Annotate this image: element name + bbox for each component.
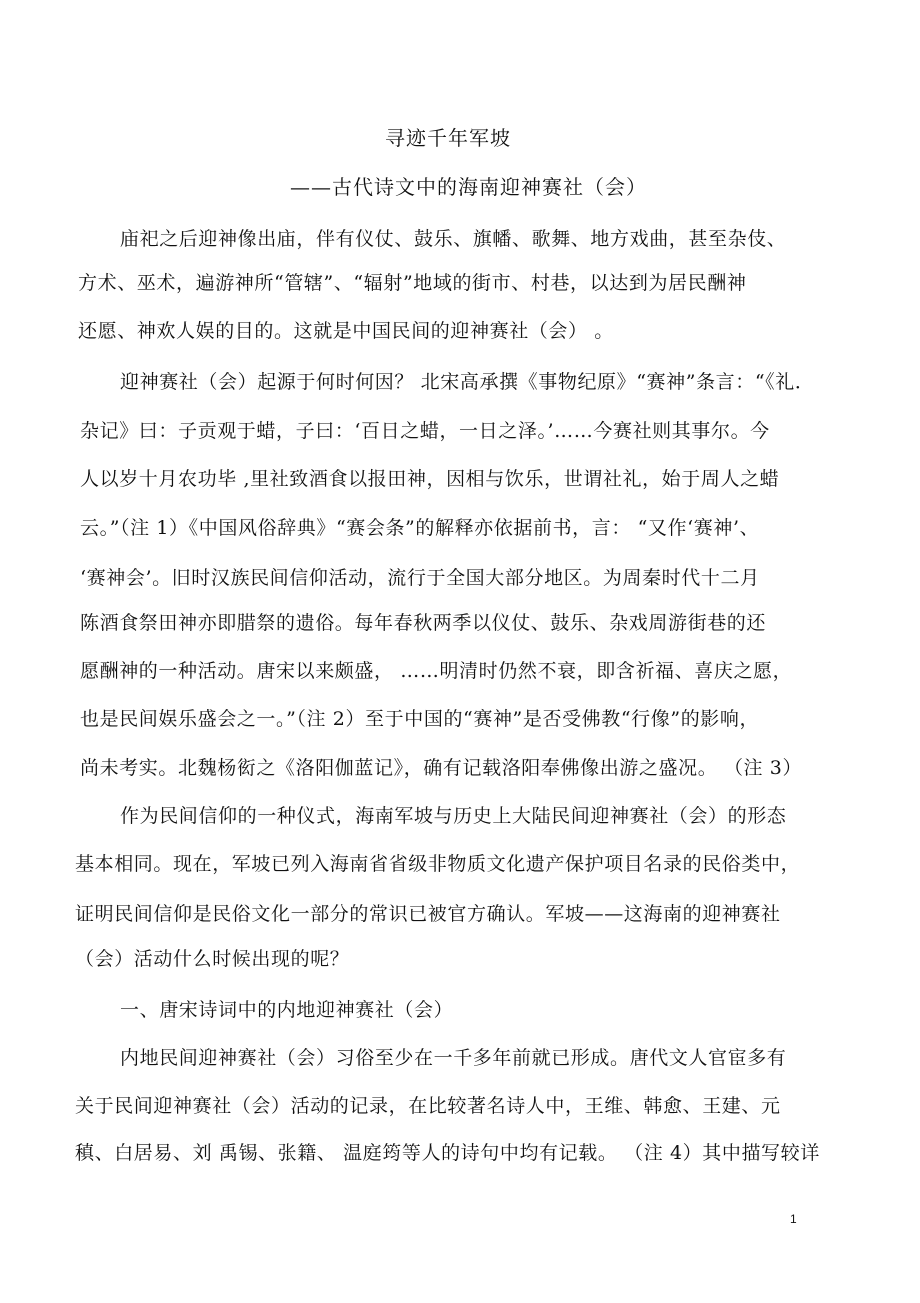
paragraph-line: 也是民间娱乐盛会之一。”（注 2）至于中国的“赛神”是否受佛教“行像”的影响， [80, 708, 760, 730]
paragraph-line: 云。”（注 1）《中国风俗辞典》“赛会条”的解释亦依据前书，言： “又作‘赛神’、 [80, 517, 760, 539]
paragraph-line: 稹、白居易、刘 禹锡、张籍、 温庭筠等人的诗句中均有记载。 （注 4）其中描写较详 [75, 1142, 820, 1164]
paragraph-line: 作为民间信仰的一种仪式，海南军坡与历史上大陆民间迎神赛社（会）的形态 [120, 805, 787, 827]
paragraph-line: 尚未考实。北魏杨衒之《洛阳伽蓝记》，确有记载洛阳奉佛像出游之盛况。 （注 3） [80, 757, 803, 779]
paragraph-line: ‘赛神会’。旧时汉族民间信仰活动，流行于全国大部分地区。为周秦时代十二月 [80, 567, 760, 589]
paragraph-line: 基本相同。现在，军坡已列入海南省省级非物质文化遗产保护项目名录的民俗类中， [75, 853, 801, 875]
paragraph-line: 证明民间信仰是民俗文化一部分的常识已被官方确认。军坡——这海南的迎神赛社 [75, 903, 781, 925]
page-number: 1 [790, 1212, 797, 1226]
paragraph-line: （会）活动什么时候出现的呢？ [75, 948, 350, 970]
document-subtitle: ——古代诗文中的海南迎神赛社（会） [290, 175, 647, 199]
paragraph-line: 方术、巫术，遍游神所“管辖”、“辐射”地域的街市、村巷，以达到为居民酬神 [78, 272, 747, 294]
paragraph-line: 庙祀之后迎神像出庙，伴有仪仗、鼓乐、旗幡、歌舞、地方戏曲，甚至杂伎、 [120, 228, 787, 250]
paragraph-line: 愿酬神的一种活动。唐宋以来颇盛， ……明清时仍然不衰，即含祈福、喜庆之愿， [80, 660, 793, 682]
paragraph-line: 杂记》曰：子贡观于蜡，子曰：‘百日之蜡，一日之泽。’……今赛社则其事尔。今 [80, 420, 770, 442]
paragraph-line: 人以岁十月农功毕 ,里社致酒食以报田神，因相与饮乐，世谓社礼，始于周人之蜡 [80, 468, 780, 490]
document-title: 寻迹千年军坡 [385, 126, 511, 150]
section-heading: 一、唐宋诗词中的内地迎神赛社（会） [120, 999, 454, 1021]
paragraph-line: 还愿、神欢人娱的目的。这就是中国民间的迎神赛社（会） 。 [78, 320, 614, 342]
paragraph-line: 内地民间迎神赛社（会）习俗至少在一千多年前就已形成。唐代文人官宦多有 [120, 1047, 787, 1069]
paragraph-line: 陈酒食祭田神亦即腊祭的遗俗。每年春秋两季以仪仗、鼓乐、杂戏周游街巷的还 [80, 612, 767, 634]
paragraph-line: 迎神赛社（会）起源于何时何因？ 北宋高承撰《事物纪原》“赛神”条言：“《礼． [120, 371, 815, 393]
paragraph-line: 关于民间迎神赛社（会）活动的记录，在比较著名诗人中，王维、韩愈、王建、元 [75, 1095, 781, 1117]
